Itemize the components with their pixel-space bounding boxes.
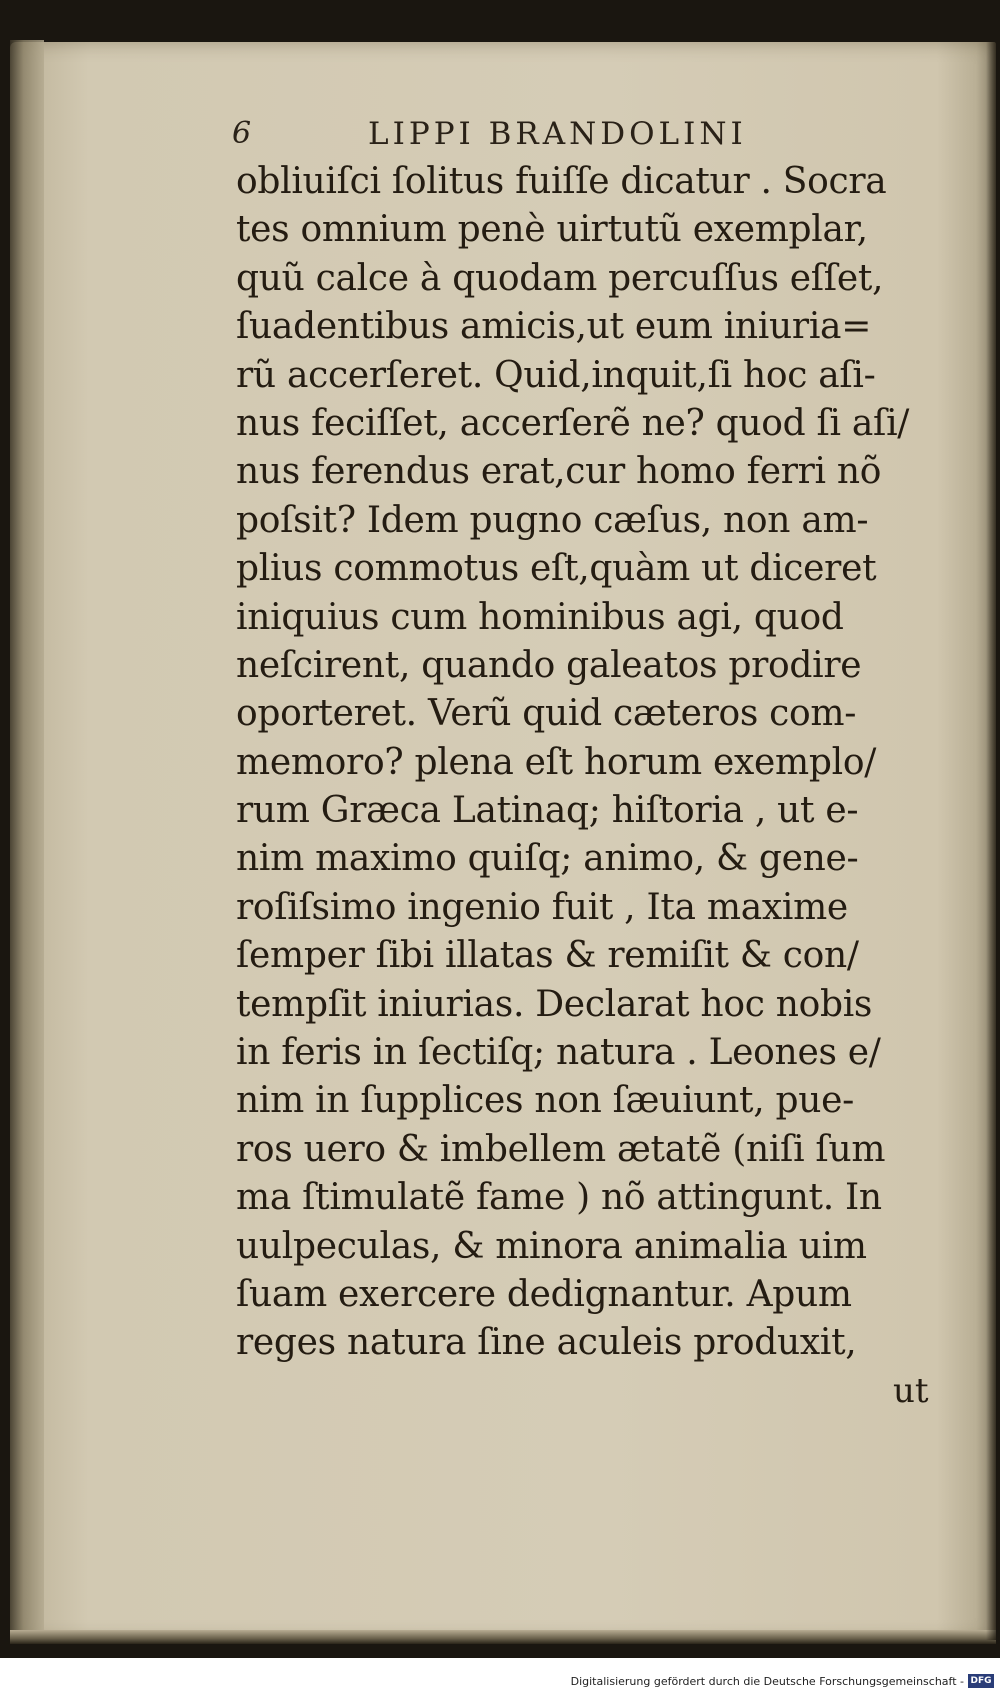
text-line: poſsit? Idem pugno cæſus, non am-	[236, 499, 869, 541]
page-bottom-edge	[10, 1630, 996, 1644]
folio-number: 6	[232, 116, 252, 151]
text-line: nus ferendus erat,cur homo ferri nõ	[236, 451, 882, 493]
dfg-logo: DFG	[968, 1674, 994, 1688]
text-line: ſuam exercere dedignantur. Apum	[236, 1273, 852, 1315]
text-line: neſcirent, quando galeatos prodire	[236, 644, 862, 686]
text-line: rũ accerſeret. Quid,inquit,ſi hoc aſi-	[236, 354, 876, 396]
text-line: quũ calce à quodam percuſſus eſſet,	[236, 257, 884, 299]
text-line: memoro? plena eſt horum exemplo/	[236, 741, 877, 783]
page-header	[232, 112, 832, 160]
text-line: ſuadentibus amicis,ut eum iniuria=	[236, 306, 872, 348]
text-line: in feris in ſectiſq; natura . Leones e/	[236, 1032, 881, 1074]
text-line: uulpeculas, & minora animalia uim	[236, 1225, 867, 1267]
text-line: ros uero & imbellem ætatẽ (niſi ſum	[236, 1128, 886, 1170]
text-line: nim maximo quiſq; animo, & gene-	[236, 838, 859, 880]
page-gutter-edge	[10, 40, 44, 1640]
running-head: LIPPI BRANDOLINI	[368, 116, 747, 152]
page-right-shadow	[986, 42, 996, 1640]
text-line: plius commotus eſt,quàm ut diceret	[236, 548, 877, 590]
text-line: tempſit iniurias. Declarat hoc nobis	[236, 983, 873, 1025]
text-line: tes omnium penè uirtutũ exemplar,	[236, 209, 868, 251]
text-line: rum Græca Latinaq; hiſtoria , ut e-	[236, 790, 859, 832]
text-line: nus feciſſet, accerſerẽ ne? quod ſi aſi/	[236, 402, 910, 444]
body-text	[236, 158, 936, 1368]
text-line: nim in ſupplices non ſæuiunt, pue-	[236, 1080, 855, 1122]
text-line: ſemper ſibi illatas & remiſit & con/	[236, 935, 859, 977]
text-line: oporteret. Verũ quid cæteros com-	[236, 693, 857, 735]
catchword: ut	[893, 1371, 929, 1411]
text-line: iniquius cum hominibus agi, quod	[236, 596, 844, 638]
text-line: reges natura ſine aculeis produxit,	[236, 1322, 857, 1364]
text-line: roſiſsimo ingenio fuit , Ita maxime	[236, 886, 848, 928]
digitization-credit: Digitalisierung gefördert durch die Deutsche Forschungsgemeinschaft -	[570, 1675, 964, 1688]
text-line: obliuiſci ſolitus fuiſſe dicatur . Socra	[236, 161, 887, 202]
text-line: ma ſtimulatẽ fame ) nõ attingunt. In	[236, 1177, 882, 1219]
